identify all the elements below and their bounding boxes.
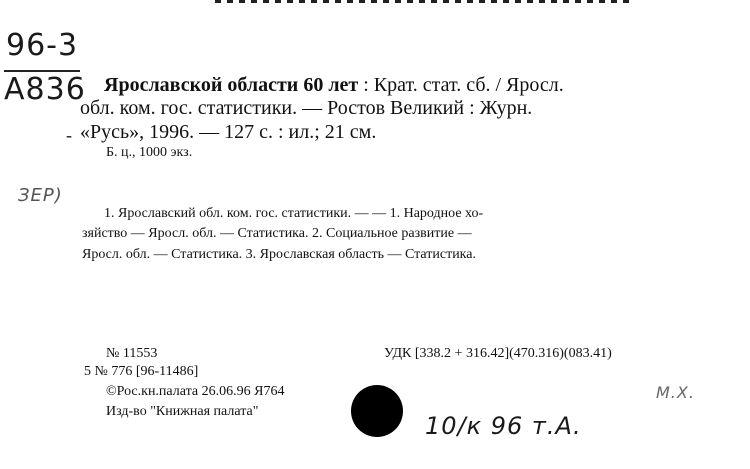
subject-line-1: 1. Ярославский обл. ком. гос. статистики. — — 1. Народное хо-	[104, 206, 484, 221]
pencil-mark: ЗЕР)	[18, 185, 63, 206]
handwritten-note-bottom: 10/к 96 т.А.	[425, 412, 582, 440]
subject-line-2: зяйство — Яросл. обл. — Статистика. 2. Социальное развитие —	[82, 226, 472, 241]
punch-hole	[351, 385, 403, 437]
entry-line-2: обл. ком. гос. статистики. — Ростов Великий : Журн.	[80, 97, 533, 119]
record-number: № 11553	[106, 346, 158, 361]
registration-number: 5 № 776 [96-11486]	[84, 364, 199, 379]
margin-mark: -	[66, 125, 72, 145]
call-number-top: 96-3	[6, 28, 79, 63]
entry-line-3: «Русь», 1996. — 127 с. : ил.; 21 см.	[80, 121, 377, 143]
title-line	[104, 74, 564, 97]
price-line: Б. ц., 1000 экз.	[106, 145, 193, 160]
book-chamber-line: ©Рос.кн.палата 26.06.96 Я764	[106, 384, 285, 399]
publisher-line: Изд-во "Книжная палата"	[106, 404, 259, 419]
handwritten-note-right: М.Х.	[656, 383, 695, 402]
title-rest: : Крат. стат. сб. / Яросл.	[358, 74, 564, 96]
call-number-bottom: A836	[4, 72, 86, 107]
udk-code: УДК [338.2 + 316.42](470.316)(083.41)	[384, 346, 612, 361]
top-perforation	[215, 0, 635, 3]
subject-line-3: Яросл. обл. — Статистика. 3. Ярославская область — Статистика.	[82, 247, 476, 262]
title-main: Ярославской области 60 лет	[104, 74, 359, 96]
